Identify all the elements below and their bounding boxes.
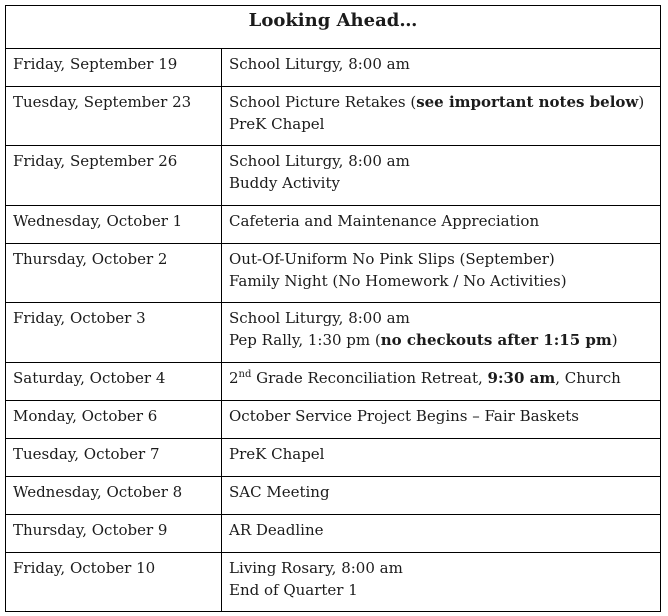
ordinal-suffix: nd	[238, 369, 252, 380]
title-row	[6, 6, 661, 49]
event-text: October Service Project Begins – Fair Baskets	[229, 407, 579, 425]
event-text: )	[611, 331, 618, 349]
event-line	[229, 557, 653, 579]
table-row	[6, 363, 661, 401]
event-text: Cafeteria and Maintenance Appreciation	[229, 212, 540, 230]
event-details	[222, 87, 661, 146]
table-row	[6, 49, 661, 87]
event-line	[229, 113, 653, 135]
table-row	[6, 303, 661, 363]
event-text: End of Quarter 1	[229, 581, 358, 599]
event-date: Thursday, October 2	[6, 244, 222, 303]
event-details	[222, 303, 661, 363]
event-details	[222, 363, 661, 401]
event-date: Friday, October 10	[6, 553, 222, 612]
event-text: 2	[229, 369, 239, 387]
event-date: Tuesday, October 7	[6, 439, 222, 477]
event-date: Thursday, October 9	[6, 515, 222, 553]
table-row	[6, 206, 661, 244]
event-text: Family Night (No Homework / No Activities)	[229, 272, 567, 290]
table-title: Looking Ahead…	[6, 6, 661, 49]
event-date: Wednesday, October 1	[6, 206, 222, 244]
event-details	[222, 477, 661, 515]
event-line	[229, 367, 653, 389]
event-date: Friday, September 19	[6, 49, 222, 87]
table-row	[6, 87, 661, 146]
event-line	[229, 91, 653, 113]
emphasis-text: see important notes below	[416, 93, 639, 111]
event-line	[229, 210, 653, 232]
table-row	[6, 401, 661, 439]
event-text: Buddy Activity	[229, 174, 340, 192]
event-details	[222, 244, 661, 303]
event-text: Living Rosary, 8:00 am	[229, 559, 403, 577]
event-details	[222, 439, 661, 477]
event-details	[222, 401, 661, 439]
event-line	[229, 481, 653, 503]
event-text: PreK Chapel	[229, 115, 325, 133]
event-text: , Church	[555, 369, 621, 387]
event-line	[229, 172, 653, 194]
event-text: AR Deadline	[229, 521, 324, 539]
event-details	[222, 553, 661, 612]
emphasis-text: 9:30 am	[487, 369, 556, 387]
event-text: School Liturgy, 8:00 am	[229, 152, 410, 170]
event-date: Saturday, October 4	[6, 363, 222, 401]
event-text: Pep Rally, 1:30 pm (	[229, 331, 381, 349]
event-line	[229, 519, 653, 541]
event-text: SAC Meeting	[229, 483, 330, 501]
event-line	[229, 579, 653, 601]
event-line	[229, 329, 653, 351]
event-date: Friday, September 26	[6, 146, 222, 206]
table-row	[6, 439, 661, 477]
table-row	[6, 477, 661, 515]
emphasis-text: no checkouts after 1:15 pm	[380, 331, 612, 349]
event-date: Wednesday, October 8	[6, 477, 222, 515]
table-row	[6, 553, 661, 612]
event-line	[229, 150, 653, 172]
table-row	[6, 146, 661, 206]
event-text: School Picture Retakes (	[229, 93, 417, 111]
event-text: School Liturgy, 8:00 am	[229, 309, 410, 327]
event-date: Tuesday, September 23	[6, 87, 222, 146]
event-line	[229, 53, 653, 75]
event-line	[229, 405, 653, 427]
looking-ahead-table	[5, 5, 661, 612]
event-details	[222, 146, 661, 206]
event-line	[229, 307, 653, 329]
event-line	[229, 248, 653, 270]
event-details	[222, 206, 661, 244]
calendar-sheet	[5, 5, 660, 612]
table-row	[6, 515, 661, 553]
event-details	[222, 515, 661, 553]
event-line	[229, 443, 653, 465]
event-text: Grade Reconciliation Retreat,	[251, 369, 488, 387]
event-date: Friday, October 3	[6, 303, 222, 363]
table-row	[6, 244, 661, 303]
event-line	[229, 270, 653, 292]
event-text: )	[638, 93, 645, 111]
event-text: PreK Chapel	[229, 445, 325, 463]
event-details	[222, 49, 661, 87]
event-text: School Liturgy, 8:00 am	[229, 55, 410, 73]
event-date: Monday, October 6	[6, 401, 222, 439]
event-text: Out-Of-Uniform No Pink Slips (September)	[229, 250, 555, 268]
